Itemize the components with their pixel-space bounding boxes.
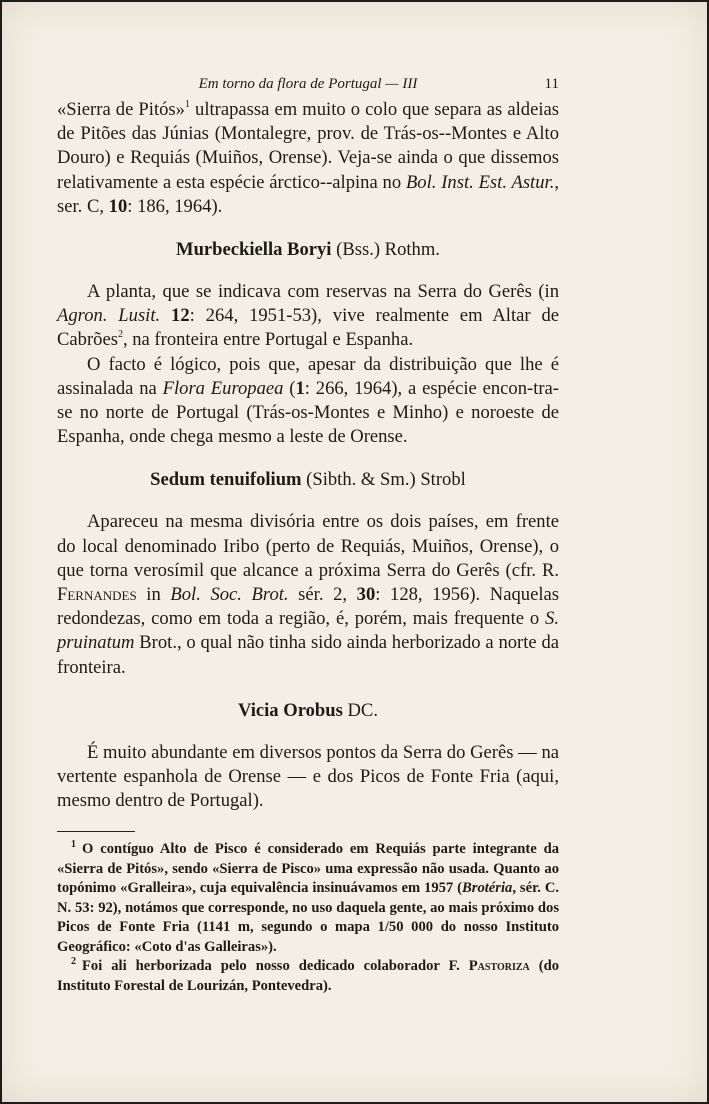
page-number: 11 xyxy=(544,76,559,92)
paragraph-3 xyxy=(57,353,559,450)
volume-number: 30 xyxy=(356,584,376,606)
running-head xyxy=(57,68,559,94)
text-run: A planta, que se indicava com reservas na Serra do Gerês (in xyxy=(87,281,559,303)
paragraph-1 xyxy=(57,98,559,219)
journal-name: Agron. Lusit. xyxy=(57,305,161,327)
paragraph-2 xyxy=(57,280,559,353)
text-run: ultrapassa em muito o colo que separa as aldeias de Pitões das Júnias (Montalegre, prov. de Trás-os--Montes e Alto Douro) e Requiás (Muiños, Orense). Veja-se ainda o que dissemos relativamente a esta espécie árctico--alpina no xyxy=(57,99,559,193)
running-title: Em torno da flora de Portugal — III xyxy=(198,76,418,92)
text-run: : 186, 1964). xyxy=(127,195,223,217)
text-run: (do Instituto Forestal de Lourizán, Pontevedra). xyxy=(57,958,559,994)
text-run: ( xyxy=(283,377,296,399)
species-name: Vicia Orobus xyxy=(237,699,343,721)
journal-name: Bol. Soc. Brot. xyxy=(170,584,289,606)
volume-number: 12 xyxy=(171,305,190,327)
species-author: DC. xyxy=(342,699,378,721)
journal-name: Brotéria xyxy=(462,880,513,897)
text-run: «Sierra de Pitós» xyxy=(57,99,185,120)
volume-number: 1 xyxy=(295,377,305,399)
species-heading-3 xyxy=(57,699,559,723)
text-run: , sér. C. N. xyxy=(57,880,560,916)
footnote-marker: 1 xyxy=(71,839,76,851)
text-run: : 266, 1964), a espécie encon-tra-se no norte de Portugal (Trás-os-Montes e Minho) e noroeste de Espanha, onde chega mesmo a leste de Orense. xyxy=(57,377,559,448)
text-run: , na fronteira entre Portugal e Espanha. xyxy=(122,329,414,351)
text-run: in xyxy=(136,584,171,606)
paragraph-5 xyxy=(57,741,559,814)
species-author: (Sibth. & Sm.) Strobl xyxy=(301,469,466,491)
species-heading-2 xyxy=(57,468,559,492)
text-run xyxy=(160,305,171,326)
author-name: Fernandes xyxy=(57,584,137,606)
species-name: Murbeckiella Boryi xyxy=(176,239,332,261)
text-run: Apareceu na mesma divisória entre os dois países, em frente do local denominado Iribo (perto de Requiás, Muiños, Orense), o que torna verosímil que alcance a próxima Serra do Gerês (cfr. R. xyxy=(57,511,559,581)
volume-number: 53 xyxy=(74,899,90,916)
text-run: O facto é lógico, pois que, apesar da distribuição que lhe é assinalada na xyxy=(57,353,559,399)
species-name: Sedum tenuifolium xyxy=(150,469,302,491)
text-run: , ser. C, xyxy=(57,171,559,217)
text-run: : 264, 1951-53), vive realmente em Altar de Cabrões xyxy=(57,305,559,351)
species-name-inline: S. pruinatum xyxy=(57,608,559,654)
text-run: É muito abundante em diversos pontos da Serra do Gerês — na vertente espanhola de Orense — e dos Picos de Fonte Fria (aqui, mesmo dentro de Portugal). xyxy=(57,741,559,812)
species-author: (Bss.) Rothm. xyxy=(331,239,440,261)
text-run: : 128, 1956). Naquelas redondezas, como em toda a região, é, porém, mais frequente o xyxy=(57,584,559,630)
text-run: Brot., o qual não tinha sido ainda herborizado a norte da fronteira. xyxy=(57,632,559,678)
footnote-2 xyxy=(57,957,559,996)
text-run: O contíguo Alto de Pisco é considerado em Requiás parte integrante da «Sierra de Pitós», sendo «Sierra de Pisco» uma expressão não usada. Quanto ao topónimo «Gralleira», cuja equivalência insinuávamos em 1957 ( xyxy=(57,841,559,897)
footnote-ref-2: 2 xyxy=(117,329,123,341)
text-run: Foi ali herborizada pelo nosso dedicado colaborador F. xyxy=(82,958,469,975)
species-heading-1 xyxy=(57,238,559,262)
volume-number: 10 xyxy=(108,195,128,217)
author-name: Pastoriza xyxy=(468,958,530,975)
paragraph-4 xyxy=(57,510,559,679)
footnote-rule xyxy=(57,831,135,832)
footnote-ref-1: 1 xyxy=(184,99,190,110)
book-page xyxy=(2,2,707,1102)
footnote-1 xyxy=(57,840,559,957)
page-content xyxy=(57,68,559,996)
text-run: sér. 2, xyxy=(288,584,357,606)
text-run: : 92), notámos que corresponde, no uso daquela gente, ao mais próximo dos Picos de Fonte Fria (1141 m, segundo o mapa 1/50 000 do nosso Instituto Geográfico: «Coto d'as Galleiras»). xyxy=(57,899,559,955)
journal-name: Bol. Inst. Est. Astur. xyxy=(405,171,555,193)
journal-name: Flora Europaea xyxy=(162,377,284,399)
footnote-marker: 2 xyxy=(71,956,76,968)
